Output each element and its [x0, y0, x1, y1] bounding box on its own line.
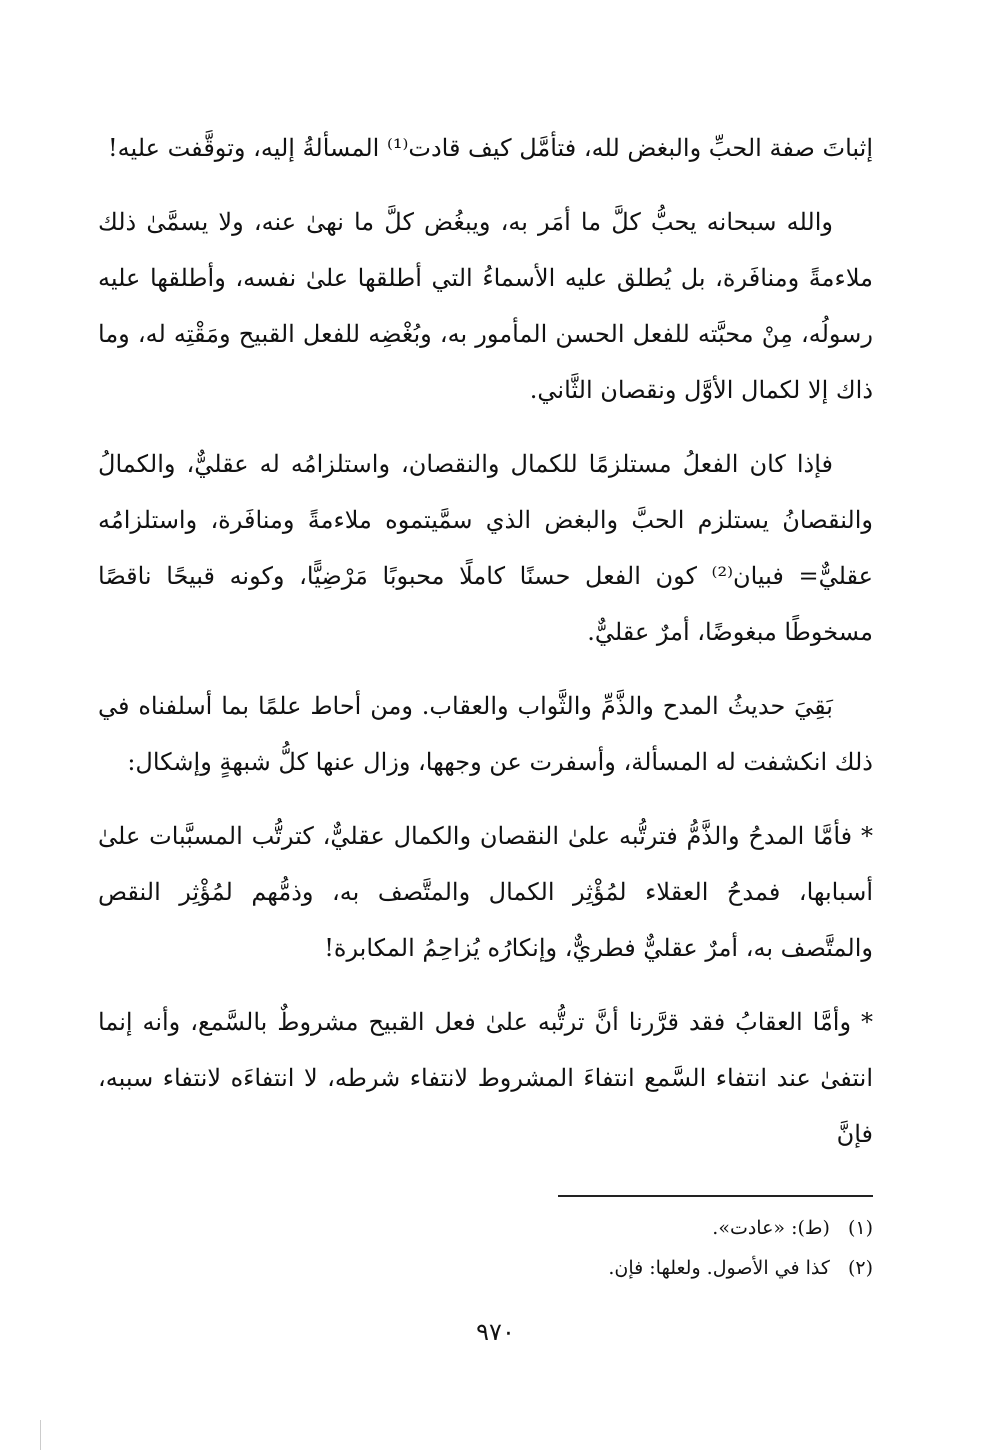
- footnote-2-number: (٢): [847, 1257, 873, 1279]
- footnote-1-number: (١): [847, 1217, 873, 1239]
- paragraph-3: فإذا كان الفعلُ مستلزمًا للكمال والنقصان، واستلزامُه له عقليٌّ، والكمالُ والنقصانُ يستلزم الحبَّ والبغض الذي سمَّيتموه ملاءمةً ومنافَرة، واستلزامُه عقليٌّ= فبيان⁽²⁾ كون الفعل حسنًا كاملًا محبوبًا مَرْضِيًّا، وكونه قبيحًا ناقصًا مسخوطًا مبغوضًا، أمرٌ عقليٌّ.: [90, 450, 873, 646]
- footnote-2: [98, 1248, 873, 1288]
- paragraph-5: * فأمَّا المدحُ والذَّمُّ فترتُّبه علىٰ النقصان والكمال عقليٌّ، كترتُّب المسبَّبات علىٰ أسبابها، فمدحُ العقلاء لمُؤْثِر الكمال والمتَّصف به، وذمُّهم لمُؤْثِر النقص والمتَّصف به، أمرٌ عقليٌّ فطريٌّ، وإنكارُه يُزاحِمُ المكابرة!: [90, 822, 873, 962]
- paragraph-4: بَقِيَ حديثُ المدح والذَّمِّ والثَّواب والعقاب. ومن أحاط علمًا بما أسلفناه في ذلك انكشفت له المسألة، وأسفرت عن وجهها، وزال عنها كلُّ شبهةٍ وإشكال:: [90, 692, 873, 776]
- footnote-2-text: كذا في الأصول. ولعلها: فإن.: [608, 1257, 830, 1279]
- scan-edge-mark: [40, 1420, 41, 1450]
- main-text-body: [90, 120, 873, 1180]
- paragraph-2: والله سبحانه يحبُّ كلَّ ما أمَر به، ويبغُض كلَّ ما نهىٰ عنه، ولا يسمَّىٰ ذلك ملاءمةً ومنافَرة، بل يُطلق عليه الأسماءُ التي أطلقها علىٰ نفسه، وأطلقها عليه رسولُه، مِنْ محبَّته للفعل الحسن المأمور به، وبُغْضِه للفعل القبيح ومَقْتِه له، وما ذاك إلا لكمال الأوَّل ونقصان الثَّاني.: [90, 208, 873, 404]
- footnote-divider: [558, 1195, 873, 1197]
- paragraph-1: إثباتَ صفة الحبِّ والبغض لله، فتأمَّل كيف قادت⁽¹⁾ المسألةُ إليه، وتوقَّفت عليه!: [107, 134, 873, 162]
- footnote-1-text: (ط): «عادت».: [712, 1217, 830, 1239]
- footnote-1: [98, 1208, 873, 1248]
- paragraph-6: * وأمَّا العقابُ فقد قرَّرنا أنَّ ترتُّبه علىٰ فعل القبيح مشروطٌ بالسَّمع، وأنه إنما انتفىٰ عند انتفاء السَّمع انتفاءَ المشروط لانتفاء شرطه، لا انتفاءَه لانتفاء سببه، فإنَّ: [90, 1008, 873, 1148]
- footnotes: [98, 1208, 873, 1288]
- page-number: ٩٧٠: [476, 1318, 515, 1346]
